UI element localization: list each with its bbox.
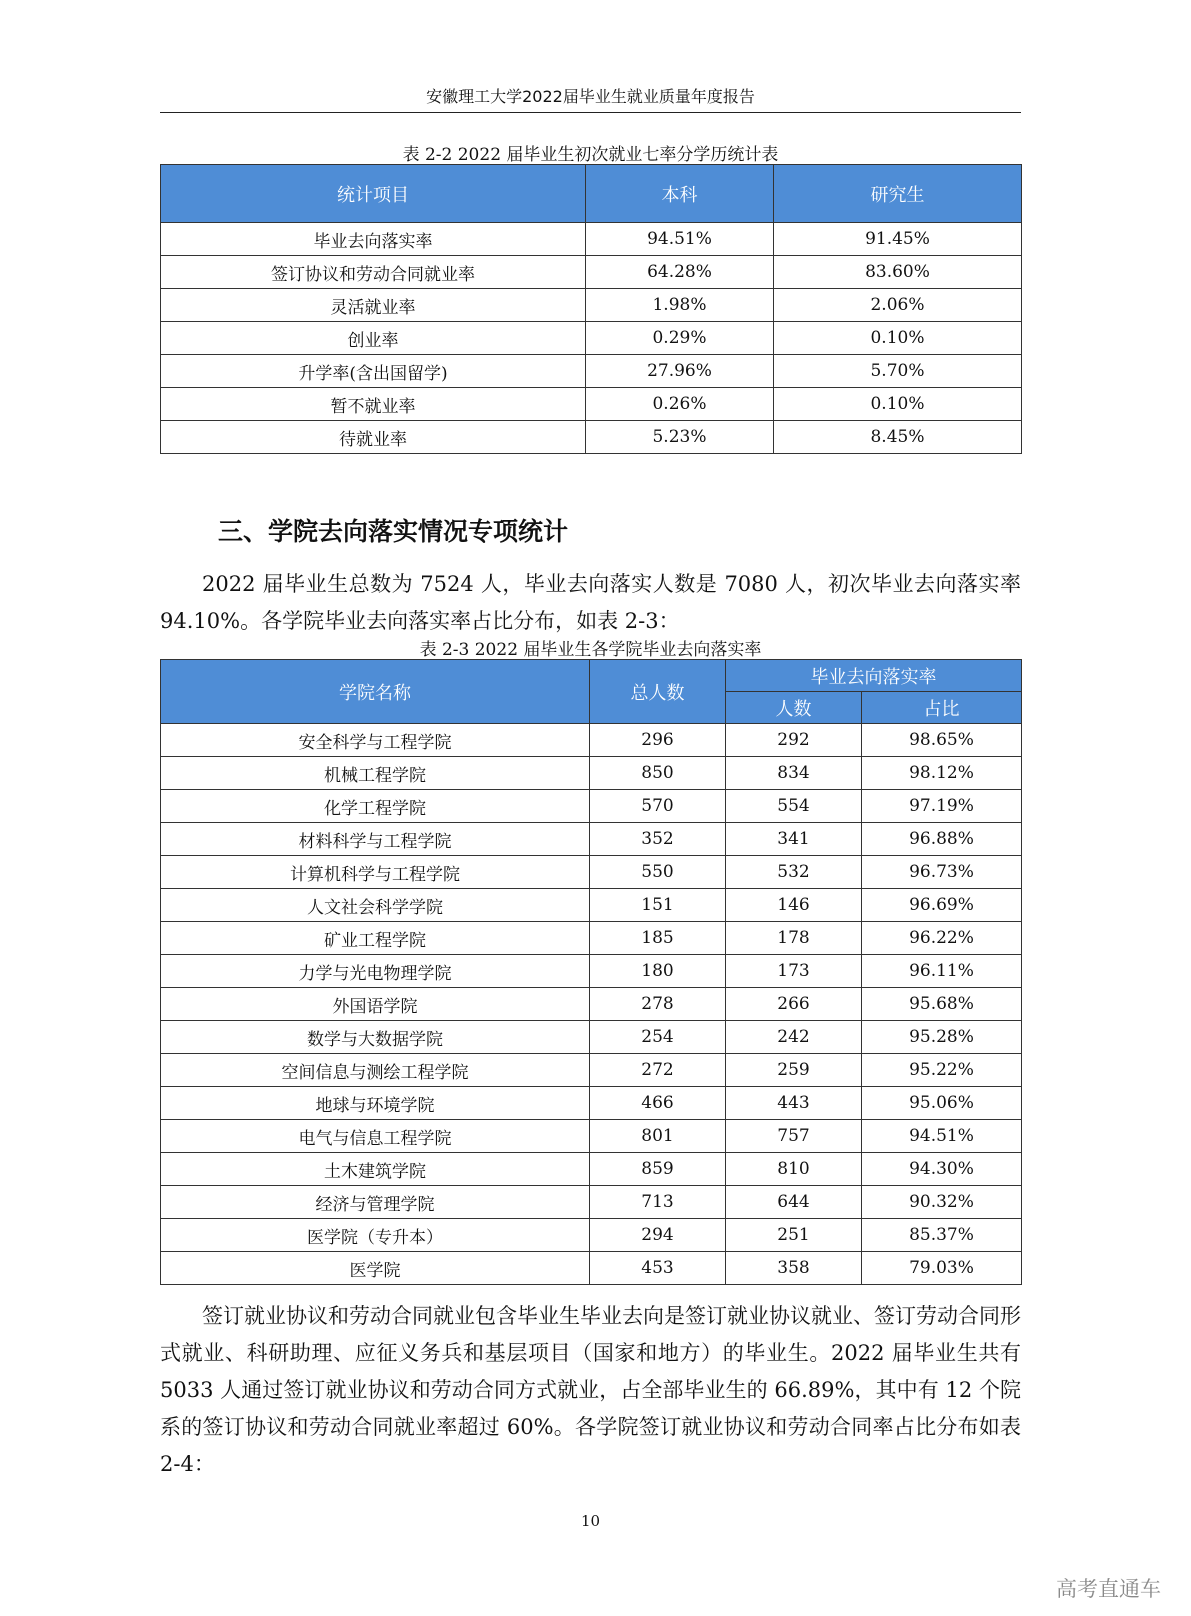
table-cell: 185 [590, 922, 726, 955]
table-cell: 272 [590, 1054, 726, 1087]
table-row [161, 289, 1022, 322]
table-cell: 98.12% [862, 757, 1022, 790]
table-cell: 178 [726, 922, 862, 955]
page-number: 10 [580, 1512, 601, 1530]
table-row [161, 823, 1022, 856]
paragraph-2: 签订就业协议和劳动合同就业包含毕业生毕业去向是签订就业协议就业、签订劳动合同形式就业、科研助理、应征义务兵和基层项目（国家和地方）的毕业生。2022 届毕业生共有 5033 人通过签订就业协议和劳动合同方式就业，占全部毕业生的 66.89%，其中有 12 个院系的签订协议和劳动合同就业率超过 60%。各学院签订就业协议和劳动合同率占比分布如表 2-4： [160, 1304, 1021, 1476]
table-cell: 矿业工程学院 [161, 922, 590, 955]
table-cell: 180 [590, 955, 726, 988]
table-cell: 外国语学院 [161, 988, 590, 1021]
table-cell: 95.68% [862, 988, 1022, 1021]
table-cell: 96.88% [862, 823, 1022, 856]
table-cell: 力学与光电物理学院 [161, 955, 590, 988]
table-cell: 经济与管理学院 [161, 1186, 590, 1219]
table-cell: 人文社会科学学院 [161, 889, 590, 922]
table-cell: 151 [590, 889, 726, 922]
table-row [161, 790, 1022, 823]
table-2-3 [160, 659, 1022, 1285]
table-cell: 安全科学与工程学院 [161, 724, 590, 757]
table-cell: 创业率 [161, 322, 586, 355]
paragraph-1: 2022 届毕业生总数为 7524 人，毕业去向落实人数是 7080 人，初次毕业去向落实率 94.10%。各学院毕业去向落实率占比分布，如表 2-3： [160, 572, 1021, 633]
table-row [161, 322, 1022, 355]
table-cell: 96.11% [862, 955, 1022, 988]
table-row [161, 1021, 1022, 1054]
table-row [161, 1120, 1022, 1153]
table-cell: 466 [590, 1087, 726, 1120]
table-cell: 96.69% [862, 889, 1022, 922]
table-cell: 数学与大数据学院 [161, 1021, 590, 1054]
table-row [161, 388, 1022, 421]
table-cell: 材料科学与工程学院 [161, 823, 590, 856]
table-cell: 地球与环境学院 [161, 1087, 590, 1120]
table-cell: 94.51% [862, 1120, 1022, 1153]
watermark: 高考直通车 [1056, 1577, 1161, 1601]
table-cell: 医学院 [161, 1252, 590, 1285]
table-cell: 532 [726, 856, 862, 889]
table-cell: 医学院（专升本） [161, 1219, 590, 1252]
table-row [161, 1153, 1022, 1186]
table-cell: 85.37% [862, 1219, 1022, 1252]
table-cell: 化学工程学院 [161, 790, 590, 823]
table-2-2-caption: 表 2-2 2022 届毕业生初次就业七率分学历统计表 [402, 145, 779, 165]
table-cell: 98.65% [862, 724, 1022, 757]
page-header-title: 安徽理工大学2022届毕业生就业质量年度报告 [426, 87, 755, 106]
table-cell: 灵活就业率 [161, 289, 586, 322]
table-cell: 5.70% [774, 355, 1022, 388]
table-cell: 土木建筑学院 [161, 1153, 590, 1186]
table-cell: 0.10% [774, 322, 1022, 355]
table-row [161, 955, 1022, 988]
table-row [161, 1252, 1022, 1285]
table-cell: 8.45% [774, 421, 1022, 454]
table-row [161, 1186, 1022, 1219]
table-cell: 453 [590, 1252, 726, 1285]
table-cell: 1.98% [586, 289, 774, 322]
table-cell: 242 [726, 1021, 862, 1054]
col-header-college: 学院名称 [161, 660, 590, 724]
table-cell: 570 [590, 790, 726, 823]
table-cell: 机械工程学院 [161, 757, 590, 790]
table-cell: 2.06% [774, 289, 1022, 322]
table-2-2-body [161, 223, 1022, 454]
col-header-ratio: 占比 [862, 692, 1022, 724]
table-cell: 0.29% [586, 322, 774, 355]
table-cell: 暂不就业率 [161, 388, 586, 421]
table-cell: 757 [726, 1120, 862, 1153]
table-cell: 待就业率 [161, 421, 586, 454]
table-cell: 5.23% [586, 421, 774, 454]
table-cell: 810 [726, 1153, 862, 1186]
col-header-undergrad: 本科 [586, 165, 774, 223]
table-cell: 90.32% [862, 1186, 1022, 1219]
table-2-2 [160, 164, 1022, 454]
table-cell: 358 [726, 1252, 862, 1285]
table-row [161, 355, 1022, 388]
table-cell: 签订协议和劳动合同就业率 [161, 256, 586, 289]
table-cell: 27.96% [586, 355, 774, 388]
table-cell: 91.45% [774, 223, 1022, 256]
table-cell: 146 [726, 889, 862, 922]
table-cell: 96.22% [862, 922, 1022, 955]
table-cell: 173 [726, 955, 862, 988]
table-cell: 95.22% [862, 1054, 1022, 1087]
col-header-total: 总人数 [590, 660, 726, 724]
table-cell: 296 [590, 724, 726, 757]
table-cell: 859 [590, 1153, 726, 1186]
table-cell: 97.19% [862, 790, 1022, 823]
table-row [161, 1219, 1022, 1252]
table-row [161, 922, 1022, 955]
table-header-row [161, 660, 1022, 692]
col-header-graduate: 研究生 [774, 165, 1022, 223]
table-row [161, 889, 1022, 922]
table-cell: 341 [726, 823, 862, 856]
table-cell: 294 [590, 1219, 726, 1252]
table-cell: 278 [590, 988, 726, 1021]
table-cell: 64.28% [586, 256, 774, 289]
table-cell: 96.73% [862, 856, 1022, 889]
table-row [161, 856, 1022, 889]
table-row [161, 421, 1022, 454]
table-row [161, 256, 1022, 289]
table-cell: 254 [590, 1021, 726, 1054]
header-rule [160, 112, 1021, 113]
col-header-placement-group: 毕业去向落实率 [726, 660, 1022, 692]
table-cell: 电气与信息工程学院 [161, 1120, 590, 1153]
table-2-3-caption: 表 2-3 2022 届毕业生各学院毕业去向落实率 [419, 640, 762, 660]
table-cell: 550 [590, 856, 726, 889]
table-cell: 95.06% [862, 1087, 1022, 1120]
table-cell: 801 [590, 1120, 726, 1153]
table-row [161, 1087, 1022, 1120]
table-cell: 554 [726, 790, 862, 823]
table-cell: 352 [590, 823, 726, 856]
table-cell: 266 [726, 988, 862, 1021]
table-cell: 0.10% [774, 388, 1022, 421]
section-title: 三、学院去向落实情况专项统计 [218, 517, 569, 546]
table-cell: 443 [726, 1087, 862, 1120]
table-cell: 79.03% [862, 1252, 1022, 1285]
table-2-3-body [161, 724, 1022, 1285]
table-row [161, 223, 1022, 256]
table-cell: 251 [726, 1219, 862, 1252]
table-cell: 94.51% [586, 223, 774, 256]
table-row [161, 988, 1022, 1021]
table-cell: 644 [726, 1186, 862, 1219]
table-cell: 834 [726, 757, 862, 790]
col-header-item: 统计项目 [161, 165, 586, 223]
table-cell: 升学率(含出国留学) [161, 355, 586, 388]
table-header-row [161, 165, 1022, 223]
table-cell: 0.26% [586, 388, 774, 421]
table-row [161, 757, 1022, 790]
col-header-count: 人数 [726, 692, 862, 724]
table-cell: 毕业去向落实率 [161, 223, 586, 256]
table-cell: 713 [590, 1186, 726, 1219]
table-cell: 95.28% [862, 1021, 1022, 1054]
table-row [161, 724, 1022, 757]
table-cell: 空间信息与测绘工程学院 [161, 1054, 590, 1087]
table-cell: 计算机科学与工程学院 [161, 856, 590, 889]
table-cell: 94.30% [862, 1153, 1022, 1186]
table-row [161, 1054, 1022, 1087]
table-cell: 292 [726, 724, 862, 757]
table-cell: 850 [590, 757, 726, 790]
table-cell: 83.60% [774, 256, 1022, 289]
table-cell: 259 [726, 1054, 862, 1087]
